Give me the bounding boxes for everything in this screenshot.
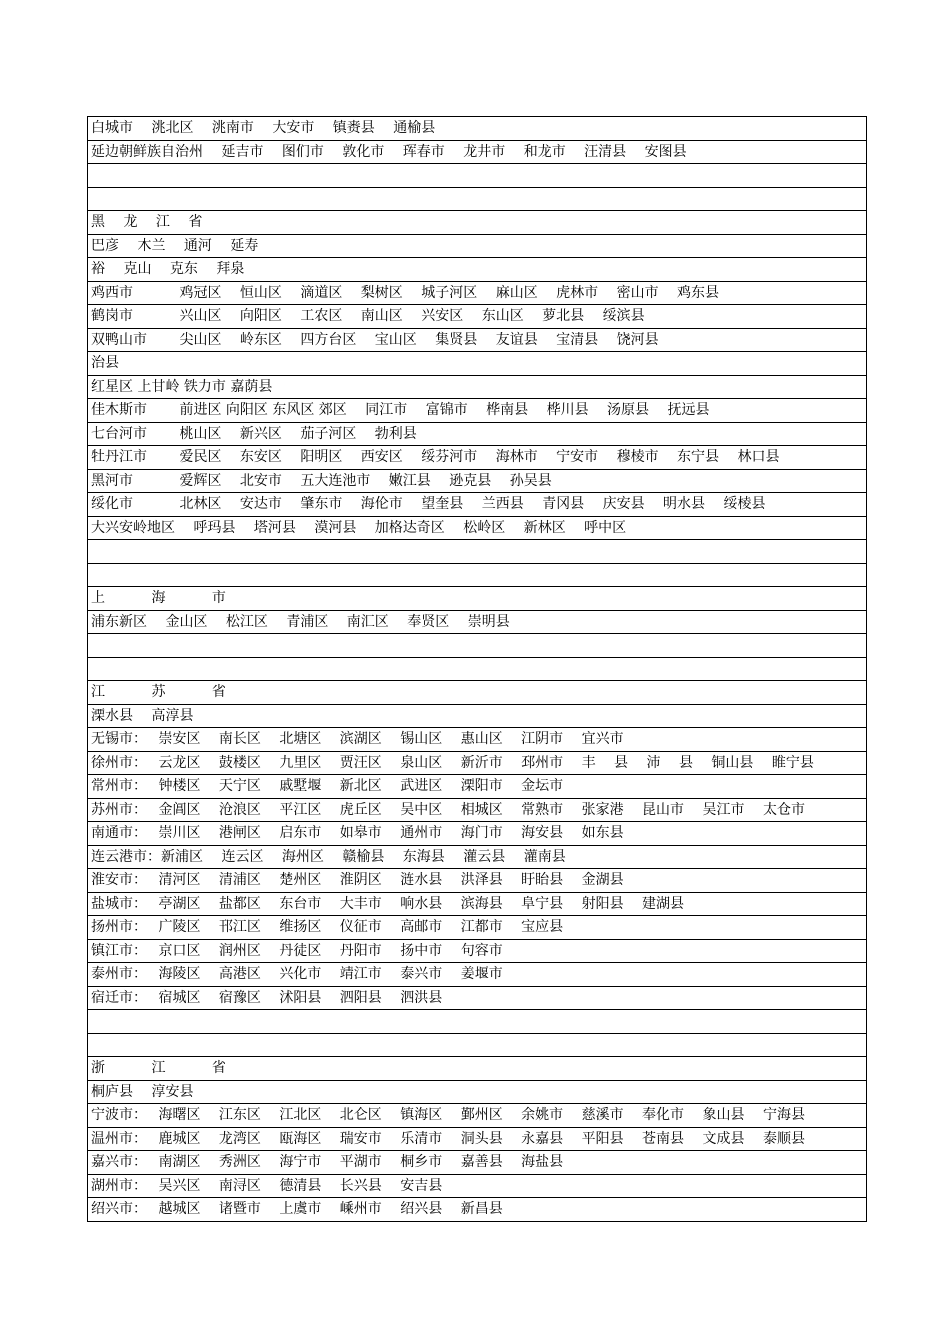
row-text: 宿迁市： 宿城区 宿豫区 沭阳县 泗阳县 泗洪县 (91, 989, 443, 1006)
table-row (88, 1010, 866, 1034)
row-text: 佳木斯市 前进区 向阳区 东风区 郊区 同江市 富锦市 桦南县 桦川县 汤原县 抚远县 (91, 402, 710, 418)
table-row (88, 681, 866, 705)
table-row (88, 211, 866, 235)
row-text: 鸡西市 鸡冠区 恒山区 滴道区 梨树区 城子河区 麻山区 虎林市 密山市 鸡东县 (91, 284, 720, 301)
table-row (88, 470, 866, 494)
table-row (88, 117, 866, 141)
table-row (88, 987, 866, 1011)
table-row (88, 1175, 866, 1199)
table-row (88, 799, 866, 823)
table-row (88, 258, 866, 282)
table-row (88, 329, 866, 353)
row-text: 江 苏 省 (91, 684, 226, 700)
table-row (88, 611, 866, 635)
table-row (88, 564, 866, 588)
table-row (88, 822, 866, 846)
row-text: 温州市： 鹿城区 龙湾区 瓯海区 瑞安市 乐清市 洞头县 永嘉县 平阳县 苍南县 文成县 泰顺县 (91, 1130, 805, 1147)
row-text: 治县 (91, 355, 119, 371)
table-row (88, 846, 866, 870)
table-row (88, 352, 866, 376)
row-text: 红星区 上甘岭 铁力市 嘉荫县 (91, 378, 273, 395)
table-row (88, 1128, 866, 1152)
row-text: 徐州市： 云龙区 鼓楼区 九里区 贾汪区 泉山区 新沂市 邳州市 丰 县 沛 县 铜山县 睢宁县 (91, 754, 814, 771)
row-text: 延边朝鲜族自治州 延吉市 图们市 敦化市 珲春市 龙井市 和龙市 汪清县 安图县 (91, 143, 687, 160)
row-text: 桐庐县 淳安县 (91, 1083, 194, 1100)
row-text: 无锡市： 崇安区 南长区 北塘区 滨湖区 锡山区 惠山区 江阴市 宜兴市 (91, 731, 624, 747)
row-text: 七台河市 桃山区 新兴区 茄子河区 勃利县 (91, 425, 417, 442)
row-text: 南通市： 崇川区 港闸区 启东市 如皋市 通州市 海门市 海安县 如东县 (91, 825, 624, 841)
table-row (88, 728, 866, 752)
table-row (88, 423, 866, 447)
table-row (88, 893, 866, 917)
row-text: 溧水县 高淳县 (91, 707, 194, 724)
table-row (88, 587, 866, 611)
region-list-table (87, 116, 867, 1222)
table-row (88, 1057, 866, 1081)
table-row (88, 517, 866, 541)
table-row (88, 235, 866, 259)
table-row (88, 869, 866, 893)
table-row (88, 705, 866, 729)
row-text: 苏州市： 金阊区 沧浪区 平江区 虎丘区 吴中区 相城区 常熟市 张家港 昆山市 吴江市 太仓市 (91, 801, 805, 818)
row-text: 白城市 洮北区 洮南市 大安市 镇赉县 通榆县 (91, 120, 436, 136)
table-row (88, 141, 866, 165)
row-text: 黑河市 爱辉区 北安市 五大连池市 嫩江县 逊克县 孙吴县 (91, 472, 552, 489)
table-row (88, 188, 866, 212)
row-text: 绥化市 北林区 安达市 肇东市 海伦市 望奎县 兰西县 青冈县 庆安县 明水县 绥棱县 (91, 496, 766, 512)
table-row (88, 752, 866, 776)
table-row (88, 1034, 866, 1058)
row-text: 巴彦 木兰 通河 延寿 (91, 237, 259, 254)
table-row (88, 1198, 866, 1222)
row-text: 浙 江 省 (91, 1060, 226, 1076)
row-text: 大兴安岭地区 呼玛县 塔河县 漠河县 加格达奇区 松岭区 新林区 呼中区 (91, 519, 627, 536)
table-row (88, 305, 866, 329)
table-row (88, 963, 866, 987)
row-text: 宁波市： 海曙区 江东区 江北区 北仑区 镇海区 鄞州区 余姚市 慈溪市 奉化市 象山县 宁海县 (91, 1107, 805, 1123)
row-text: 浦东新区 金山区 松江区 青浦区 南汇区 奉贤区 崇明县 (91, 613, 510, 630)
table-row (88, 658, 866, 682)
row-text: 牡丹江市 爱民区 东安区 阳明区 西安区 绥芬河市 海林市 宁安市 穆棱市 东宁县 林口县 (91, 449, 780, 465)
row-text: 黑 龙 江 省 (91, 214, 203, 230)
row-text: 淮安市： 清河区 清浦区 楚州区 淮阴区 涟水县 洪泽县 盱眙县 金湖县 (91, 872, 624, 888)
row-text: 盐城市： 亭湖区 盐都区 东台市 大丰市 响水县 滨海县 阜宁县 射阳县 建湖县 (91, 895, 685, 912)
table-row (88, 399, 866, 423)
row-text: 双鸭山市 尖山区 岭东区 四方台区 宝山区 集贤县 友谊县 宝清县 饶河县 (91, 331, 659, 348)
row-text: 泰州市： 海陵区 高港区 兴化市 靖江市 泰兴市 姜堰市 (91, 966, 503, 982)
row-text: 扬州市： 广陵区 邗江区 维扬区 仪征市 高邮市 江都市 宝应县 (91, 919, 564, 935)
table-row (88, 493, 866, 517)
table-row (88, 164, 866, 188)
table-row (88, 916, 866, 940)
table-row (88, 540, 866, 564)
table-row (88, 282, 866, 306)
row-text: 连云港市：新浦区 连云区 海州区 赣榆县 东海县 灌云县 灌南县 (91, 848, 566, 865)
row-text: 上 海 市 (91, 590, 226, 606)
table-row (88, 775, 866, 799)
row-text: 常州市： 钟楼区 天宁区 戚墅堰 新北区 武进区 溧阳市 金坛市 (91, 778, 564, 794)
row-text: 镇江市： 京口区 润州区 丹徒区 丹阳市 扬中市 句容市 (91, 942, 503, 959)
table-row (88, 1104, 866, 1128)
row-text: 嘉兴市： 南湖区 秀洲区 海宁市 平湖市 桐乡市 嘉善县 海盐县 (91, 1154, 564, 1170)
table-row (88, 634, 866, 658)
table-row (88, 1081, 866, 1105)
row-text: 绍兴市： 越城区 诸暨市 上虞市 嵊州市 绍兴县 新昌县 (91, 1201, 503, 1217)
row-text: 鹤岗市 兴山区 向阳区 工农区 南山区 兴安区 东山区 萝北县 绥滨县 (91, 308, 645, 324)
table-row (88, 376, 866, 400)
row-text: 湖州市： 吴兴区 南浔区 德清县 长兴县 安吉县 (91, 1177, 443, 1194)
table-row (88, 940, 866, 964)
table-row (88, 1151, 866, 1175)
table-row (88, 446, 866, 470)
row-text: 裕 克山 克东 拜泉 (91, 261, 245, 277)
